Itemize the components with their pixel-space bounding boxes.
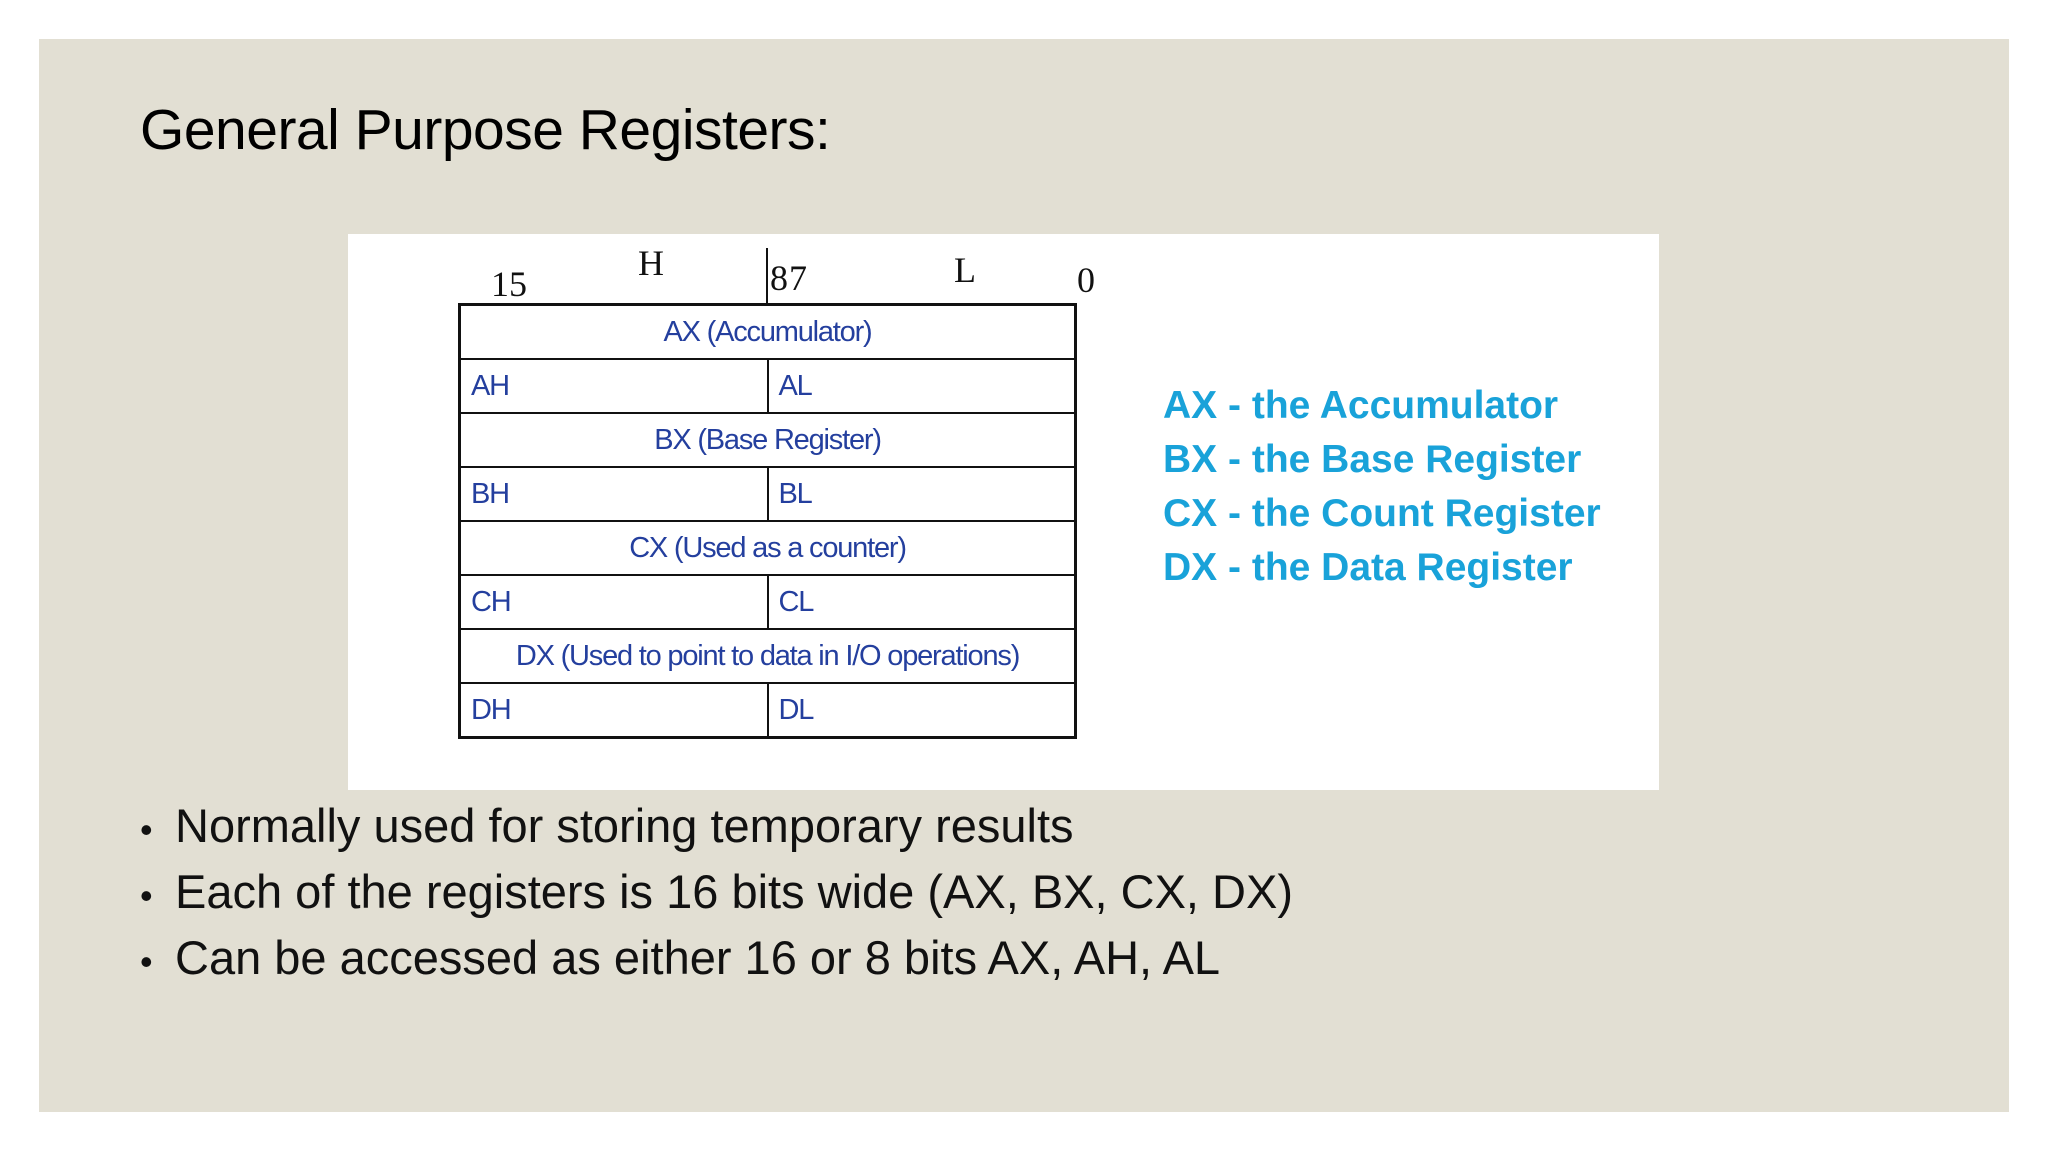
bit-label-high: H	[638, 243, 664, 283]
bullet-list	[140, 795, 1293, 993]
table-row	[460, 521, 1076, 575]
legend-item-dx: DX - the Data Register	[1163, 546, 1573, 589]
slide	[39, 39, 2009, 1112]
bullet-item	[140, 861, 1293, 927]
table-row	[460, 467, 1076, 521]
bit-label-7: 7	[789, 258, 807, 298]
byte-divider	[766, 248, 768, 304]
register-dl: DL	[768, 683, 1076, 738]
register-bx-full: BX (Base Register)	[460, 413, 1076, 467]
register-ch: CH	[460, 575, 768, 629]
legend-item-bx: BX - the Base Register	[1163, 438, 1582, 481]
bit-label-0: 0	[1077, 260, 1095, 300]
register-bh: BH	[460, 467, 768, 521]
bullet-text: Can be accessed as either 16 or 8 bits AX, AH, AL	[175, 931, 1221, 984]
table-row	[460, 683, 1076, 738]
table-row	[460, 629, 1076, 683]
bullet-text: Normally used for storing temporary results	[175, 799, 1074, 852]
bullet-item	[140, 795, 1293, 861]
legend-item-ax: AX - the Accumulator	[1163, 384, 1559, 427]
table-row	[460, 305, 1076, 360]
bit-label-8: 8	[770, 258, 788, 298]
register-diagram	[348, 234, 1659, 790]
bit-label-15: 15	[491, 264, 527, 304]
register-al: AL	[768, 359, 1076, 413]
table-row	[460, 413, 1076, 467]
bullet-dot-icon: •	[140, 875, 153, 916]
register-table	[458, 303, 1077, 739]
register-dh: DH	[460, 683, 768, 738]
register-ax-full: AX (Accumulator)	[460, 305, 1076, 360]
register-legend	[1163, 379, 1601, 595]
bullet-text: Each of the registers is 16 bits wide (AX, BX, CX, DX)	[175, 865, 1293, 918]
bullet-item	[140, 927, 1293, 993]
register-cx-full: CX (Used as a counter)	[460, 521, 1076, 575]
bit-label-low: L	[954, 250, 976, 290]
register-cl: CL	[768, 575, 1076, 629]
register-ah: AH	[460, 359, 768, 413]
bullet-dot-icon: •	[140, 941, 153, 982]
table-row	[460, 359, 1076, 413]
legend-item-cx: CX - the Count Register	[1163, 492, 1601, 535]
table-row	[460, 575, 1076, 629]
register-dx-full: DX (Used to point to data in I/O operations)	[460, 629, 1076, 683]
register-bl: BL	[768, 467, 1076, 521]
bullet-dot-icon: •	[140, 809, 153, 850]
slide-title: General Purpose Registers:	[140, 98, 831, 162]
